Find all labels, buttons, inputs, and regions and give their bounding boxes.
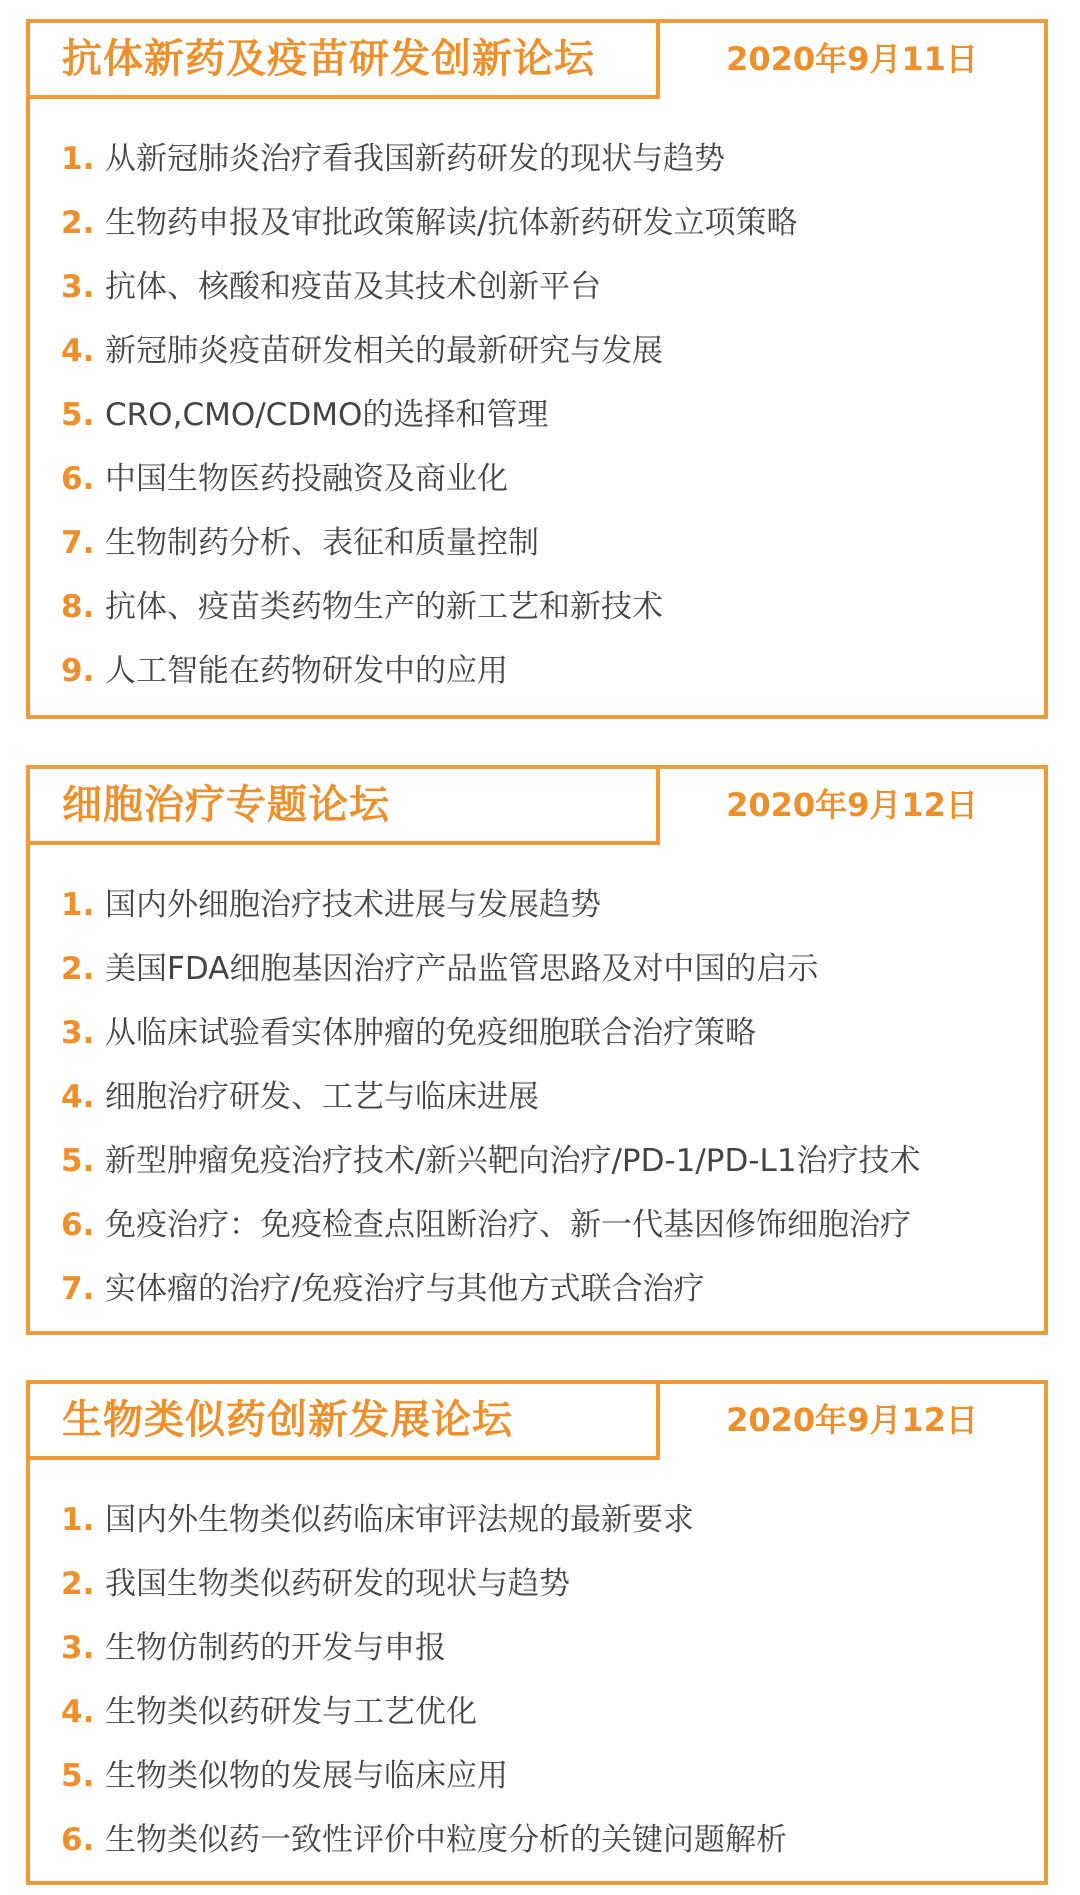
item-text: 生物药申报及审批政策解读/抗体新药研发立项策略: [105, 205, 798, 241]
item-number: 8.: [61, 589, 95, 625]
item-text: 人工智能在药物研发中的应用: [105, 653, 508, 689]
item-text: 生物类似物的发展与临床应用: [105, 1758, 508, 1794]
list-item: [61, 511, 797, 575]
item-number: 3.: [61, 1630, 95, 1666]
item-number: 3.: [61, 1015, 95, 1051]
item-number: 4.: [61, 1079, 95, 1115]
topic-list: [61, 127, 797, 703]
item-text: 抗体、疫苗类药物生产的新工艺和新技术: [105, 589, 663, 625]
item-text: 实体瘤的治疗/免疫治疗与其他方式联合治疗: [105, 1271, 705, 1307]
item-text: 免疫治疗：免疫检查点阻断治疗、新一代基因修饰细胞治疗: [105, 1207, 911, 1243]
item-number: 6.: [61, 461, 95, 497]
item-number: 2.: [61, 951, 95, 987]
item-number: 5.: [61, 1143, 95, 1179]
item-number: 4.: [61, 333, 95, 369]
list-item: [61, 1744, 787, 1808]
item-text: 细胞治疗研发、工艺与临床进展: [105, 1079, 539, 1115]
item-text: 美国FDA细胞基因治疗产品监管思路及对中国的启示: [105, 951, 819, 987]
list-item: [61, 1257, 921, 1321]
section-date: 2020年9月12日: [726, 1401, 978, 1439]
forum-section-antibody-vaccine: [26, 19, 1048, 719]
item-number: 7.: [61, 1271, 95, 1307]
item-number: 2.: [61, 205, 95, 241]
list-item: [61, 255, 797, 319]
list-item: [61, 383, 797, 447]
list-item: [61, 1808, 787, 1872]
list-item: [61, 937, 921, 1001]
section-title: 生物类似药创新发展论坛: [62, 1397, 513, 1443]
item-text: 我国生物类似药研发的现状与趋势: [105, 1566, 570, 1602]
item-number: 4.: [61, 1694, 95, 1730]
list-item: [61, 1065, 921, 1129]
item-number: 2.: [61, 1566, 95, 1602]
forum-section-biosimilar: [26, 1380, 1048, 1885]
item-number: 6.: [61, 1822, 95, 1858]
section-title: 细胞治疗专题论坛: [62, 782, 390, 828]
item-text: 生物类似药一致性评价中粒度分析的关键问题解析: [105, 1822, 787, 1858]
list-item: [61, 1488, 787, 1552]
section-date: 2020年9月11日: [726, 40, 978, 78]
forum-section-cell-therapy: [26, 765, 1048, 1335]
item-number: 6.: [61, 1207, 95, 1243]
item-number: 1.: [61, 1502, 95, 1538]
list-item: [61, 191, 797, 255]
section-date: 2020年9月12日: [726, 786, 978, 824]
item-text: 生物类似药研发与工艺优化: [105, 1694, 477, 1730]
item-text: 从临床试验看实体肿瘤的免疫细胞联合治疗策略: [105, 1015, 756, 1051]
item-text: 新型肿瘤免疫治疗技术/新兴靶向治疗/PD-1/PD-L1治疗技术: [105, 1143, 921, 1179]
section-header: [30, 1384, 660, 1460]
list-item: [61, 319, 797, 383]
item-number: 5.: [61, 397, 95, 433]
list-item: [61, 1552, 787, 1616]
list-item: [61, 447, 797, 511]
list-item: [61, 1129, 921, 1193]
item-number: 9.: [61, 653, 95, 689]
section-title: 抗体新药及疫苗研发创新论坛: [62, 36, 595, 82]
topic-list: [61, 1488, 787, 1872]
item-text: CRO,CMO/CDMO的选择和管理: [105, 397, 549, 433]
list-item: [61, 1193, 921, 1257]
item-number: 1.: [61, 141, 95, 177]
item-number: 1.: [61, 887, 95, 923]
list-item: [61, 1680, 787, 1744]
item-number: 5.: [61, 1758, 95, 1794]
section-header: [30, 769, 660, 845]
topic-list: [61, 873, 921, 1321]
section-header: [30, 23, 660, 99]
list-item: [61, 1001, 921, 1065]
item-text: 抗体、核酸和疫苗及其技术创新平台: [105, 269, 601, 305]
list-item: [61, 639, 797, 703]
list-item: [61, 873, 921, 937]
item-text: 中国生物医药投融资及商业化: [105, 461, 508, 497]
item-text: 从新冠肺炎治疗看我国新药研发的现状与趋势: [105, 141, 725, 177]
item-text: 生物制药分析、表征和质量控制: [105, 525, 539, 561]
item-number: 3.: [61, 269, 95, 305]
item-text: 国内外细胞治疗技术进展与发展趋势: [105, 887, 601, 923]
list-item: [61, 1616, 787, 1680]
item-text: 国内外生物类似药临床审评法规的最新要求: [105, 1502, 694, 1538]
list-item: [61, 127, 797, 191]
item-text: 新冠肺炎疫苗研发相关的最新研究与发展: [105, 333, 663, 369]
item-number: 7.: [61, 525, 95, 561]
item-text: 生物仿制药的开发与申报: [105, 1630, 446, 1666]
list-item: [61, 575, 797, 639]
